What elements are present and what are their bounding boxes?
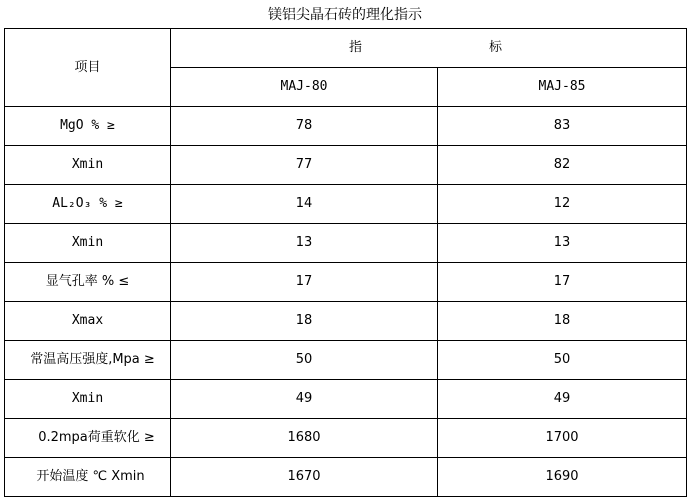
row-label-text: 0.2mpa荷重软化 ≥ (38, 430, 155, 445)
table-row (5, 263, 687, 302)
table-row (5, 341, 687, 380)
table-row (5, 419, 687, 458)
row-value-maj80: 14 (171, 185, 438, 224)
header-row-1 (5, 29, 687, 68)
table-row (5, 146, 687, 185)
row-value-maj80: 18 (171, 302, 438, 341)
row-value-maj80: 1680 (171, 419, 438, 458)
row-label-text: Xmin (71, 391, 104, 406)
header-grade-maj80: MAJ-80 (171, 68, 438, 107)
row-value-maj80: 13 (171, 224, 438, 263)
table-row (5, 458, 687, 497)
row-value-maj80: 49 (171, 380, 438, 419)
row-label-text: Xmin (71, 235, 104, 250)
row-value-maj80: 17 (171, 263, 438, 302)
row-value-maj85: 83 (438, 107, 687, 146)
table-row (5, 185, 687, 224)
row-value-maj80: 78 (171, 107, 438, 146)
row-label-text: 开始温度 ℃ Xmin (36, 469, 145, 484)
row-value-maj85: 13 (438, 224, 687, 263)
row-value-maj85: 1690 (438, 458, 687, 497)
row-value-maj80: 50 (171, 341, 438, 380)
row-label-text: MgO % ≥ (60, 118, 115, 133)
row-label-al2o3 (5, 185, 171, 224)
row-value-maj85: 50 (438, 341, 687, 380)
row-label-mgo (5, 107, 171, 146)
header-spec-char-2: 标 (489, 40, 503, 55)
properties-table (4, 28, 687, 497)
row-label-al2o3-xmin (5, 224, 171, 263)
row-label-text: 显气孔率 % ≤ (45, 274, 130, 289)
table-row (5, 107, 687, 146)
row-label-refractoriness (5, 419, 171, 458)
header-spec (171, 29, 687, 68)
row-label-porosity (5, 263, 171, 302)
row-label-porosity-xmax (5, 302, 171, 341)
header-grade-maj85: MAJ-85 (438, 68, 687, 107)
header-item: 项目 (5, 29, 171, 107)
row-value-maj85: 1700 (438, 419, 687, 458)
row-label-strength-xmin (5, 380, 171, 419)
table-title: 镁铝尖晶石砖的理化指示 (268, 7, 422, 23)
header-spec-char-1: 指 (349, 40, 363, 55)
row-value-maj85: 12 (438, 185, 687, 224)
table-row (5, 380, 687, 419)
row-label-text: Xmin (71, 157, 104, 172)
row-label-start-temp (5, 458, 171, 497)
table-row (5, 302, 687, 341)
row-value-maj85: 82 (438, 146, 687, 185)
row-label-text: Xmax (71, 313, 104, 328)
row-value-maj80: 1670 (171, 458, 438, 497)
row-label-mgo-xmin (5, 146, 171, 185)
row-value-maj85: 18 (438, 302, 687, 341)
row-value-maj85: 17 (438, 263, 687, 302)
row-label-strength (5, 341, 171, 380)
row-label-text: 常温高压强度,Mpa ≥ (30, 352, 155, 367)
table-row (5, 224, 687, 263)
row-label-text: AL₂O₃ % ≥ (52, 196, 123, 211)
row-value-maj80: 77 (171, 146, 438, 185)
row-value-maj85: 49 (438, 380, 687, 419)
